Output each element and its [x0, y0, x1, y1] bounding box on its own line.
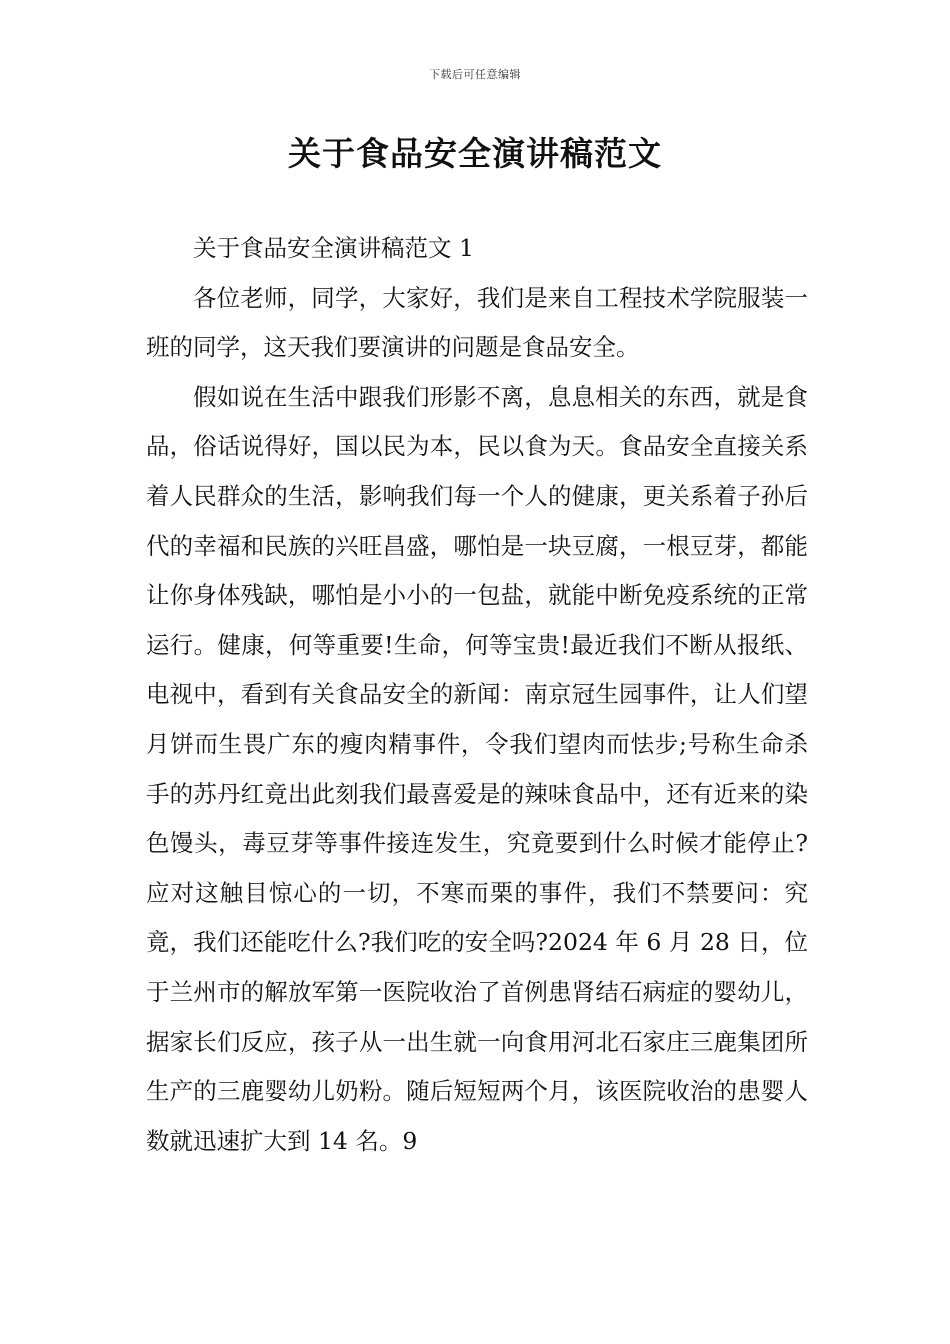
paragraph-1: 各位老师，同学，大家好，我们是来自工程技术学院服装一班的同学，这天我们要演讲的问题是食品安全。 — [146, 283, 808, 362]
paragraph-2: 假如说在生活中跟我们形影不离，息息相关的东西，就是食品，俗话说得好，国以民为本，民以食为天。食品安全直接关系着人民群众的生活，影响我们每一个人的健康，更关系着子孙后代的幸福和民族的兴旺昌盛，哪怕是一块豆腐，一根豆芽，都能让你身体残缺，哪怕是小小的一包盐，就能中断免疫系统的正常运行。健康，何等重要!生命，何等宝贵!最近我们不断从报纸、电视中，看到有关食品安全的新闻：南京冠生园事件，让人们望月饼而生畏广东的瘦肉精事件，令我们望肉而怯步;号称生命杀手的苏丹红竟出此刻我们最喜爱是的辣味食品中，还有近来的染色馒头，毒豆芽等事件接连发生，究竟要到什么时候才能停止?应对这触目惊心的一切，不寒而栗的事件，我们不禁要问：究竟，我们还能吃什么?我们吃的安全吗?2024 年 6 月 28 日，位于兰州市的解放军第一医院收治了首例患肾结石病症的婴幼儿，据家长们反应，孩子从一出生就一向食用河北石家庄三鹿集团所生产的三鹿婴幼儿奶粉。随后短短两个月，该医院收治的患婴人数就迅速扩大到 14 名。9 — [146, 382, 808, 1155]
header-note: 下载后可任意编辑 — [429, 68, 521, 81]
section-heading: 关于食品安全演讲稿范文 1 — [193, 234, 474, 262]
document-body — [146, 224, 808, 1166]
document-title: 关于食品安全演讲稿范文 — [288, 134, 662, 173]
